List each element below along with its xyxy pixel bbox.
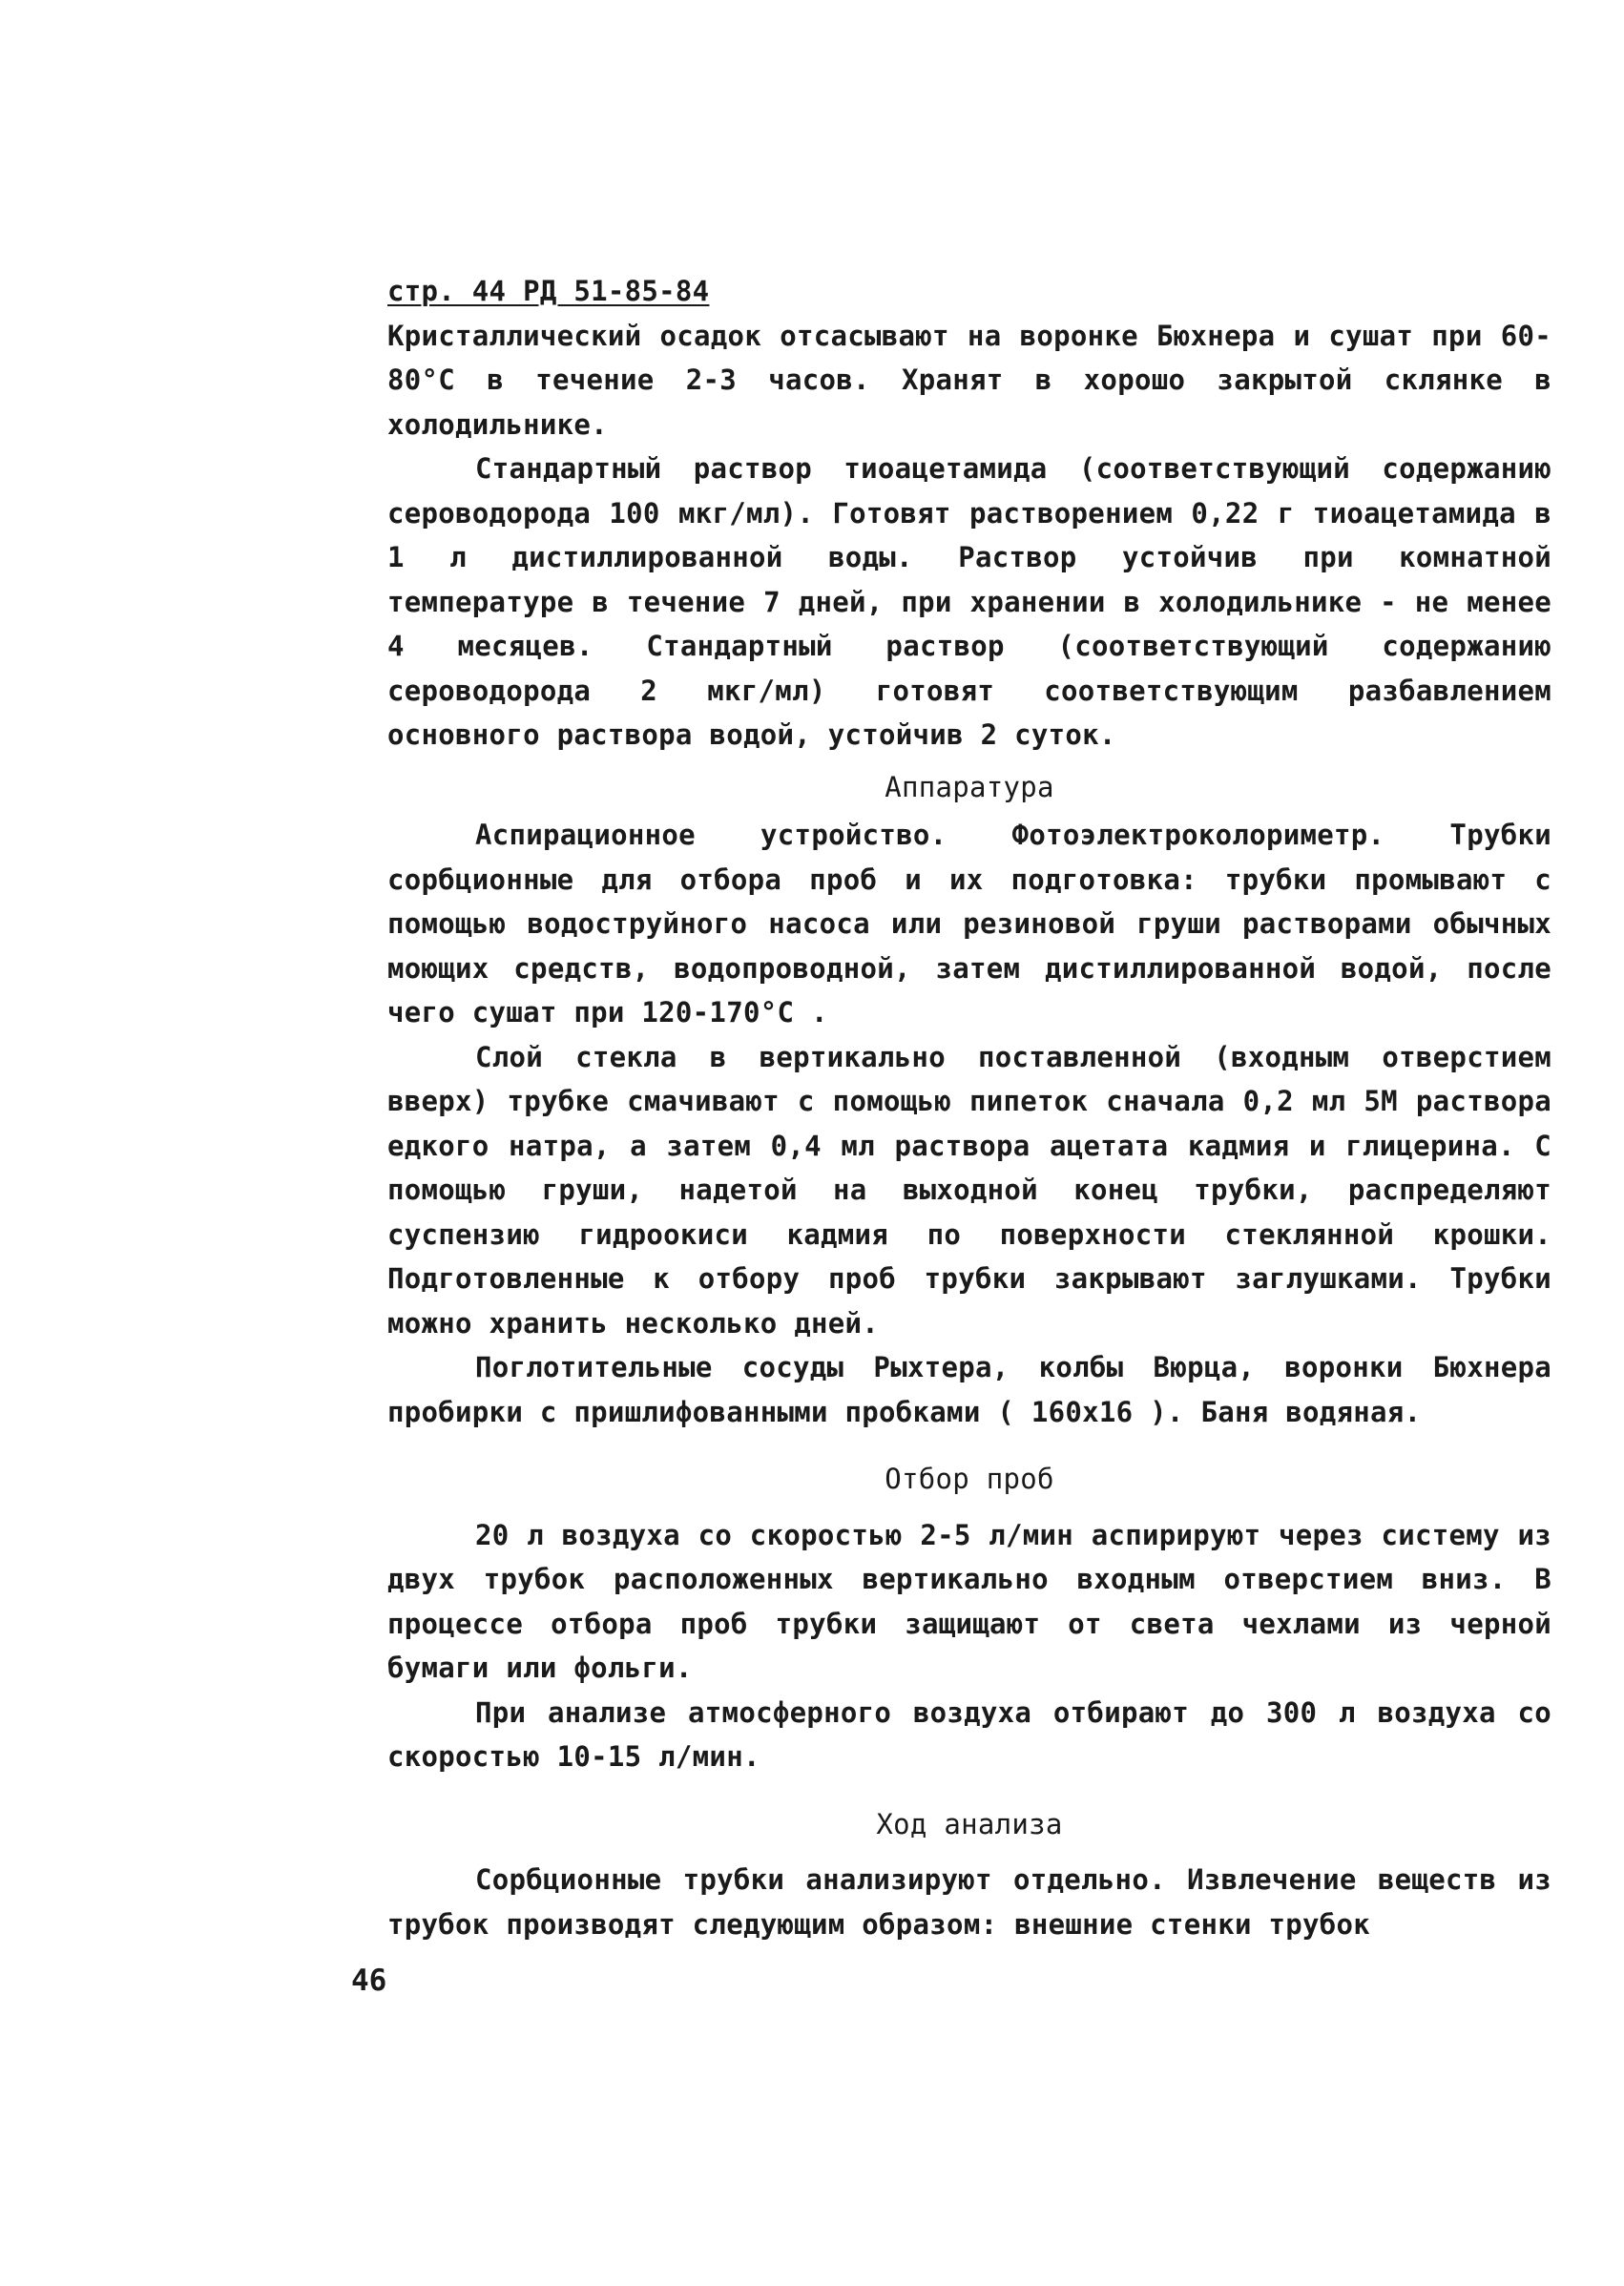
section-heading-analysis: Ход анализа (876, 1807, 1063, 1840)
paragraph-apparatus-list: Аспирационное устройство. Фотоэлектроколориметр. Трубки сорбционные для отбора проб и их подготовка: трубки промывают с помощью водоструйного насоса или резиновой груши растворами обычных моющих средств, водопроводной, затем дистиллированной водой, после чего сушат при 120-170°С . (387, 819, 1551, 1029)
page-number: 46 (351, 1964, 387, 1998)
section-heading-apparatus: Аппаратура (885, 770, 1054, 803)
paragraph-atmospheric-air: При анализе атмосферного воздуха отбирают до 300 л воздуха со скоростью 10-15 л/мин. (387, 1695, 1551, 1773)
document-body (387, 269, 1551, 1946)
section-heading-sampling: Отбор проб (885, 1463, 1054, 1495)
paragraph-glassware: Поглотительные сосуды Рыхтера, колбы Вюрца, воронки Бюхнера пробирки с пришлифованными пробками ( 160x16 ). Баня водяная. (387, 1351, 1551, 1428)
paragraph-sampling-procedure: 20 л воздуха со скоростью 2-5 л/мин аспирируют через систему из двух трубок расположенных вертикально входным отверстием вниз. В процессе отбора проб трубки защищают от света чехлами из черной бумаги или фольги. (387, 1518, 1551, 1684)
paragraph-analysis-procedure: Сорбционные трубки анализируют отдельно. Извлечение веществ из трубок производят следующим образом: внешние стенки трубок (387, 1863, 1551, 1941)
page-header: стр. 44 РД 51-85-84 (387, 275, 710, 307)
paragraph-crystalline-precipitate: Кристаллический осадок отсасывают на воронке Бюхнера и сушат при 60-80°С в течение 2-3 часов. Хранят в хорошо закрытой склянке в холодильнике. (387, 319, 1551, 441)
paragraph-standard-solution: Стандартный раствор тиоацетамида (соответствующий содержанию сероводорода 100 мкг/мл). Готовят растворением 0,22 г тиоацетамида в 1 л дистиллированной воды. Раствор устойчив при комнатной температуре в течение 7 дней, при хранении в холодильнике - не менее 4 месяцев. Стандартный раствор (соответствующий содержанию сероводорода 2 мкг/мл) готовят соответствующим разбавлением основного раствора водой, устойчив 2 суток. (387, 452, 1551, 751)
paragraph-tube-preparation: Слой стекла в вертикально поставленной (входным отверстием вверх) трубке смачивают с помощью пипеток сначала 0,2 мл 5М раствора едкого натра, а затем 0,4 мл раствора ацетата кадмия и глицерина. С помощью груши, надетой на выходной конец трубки, распределяют суспензию гидроокиси кадмия по поверхности стеклянной крошки. Подготовленные к отбору проб трубки закрывают заглушками. Трубки можно хранить несколько дней. (387, 1040, 1551, 1340)
